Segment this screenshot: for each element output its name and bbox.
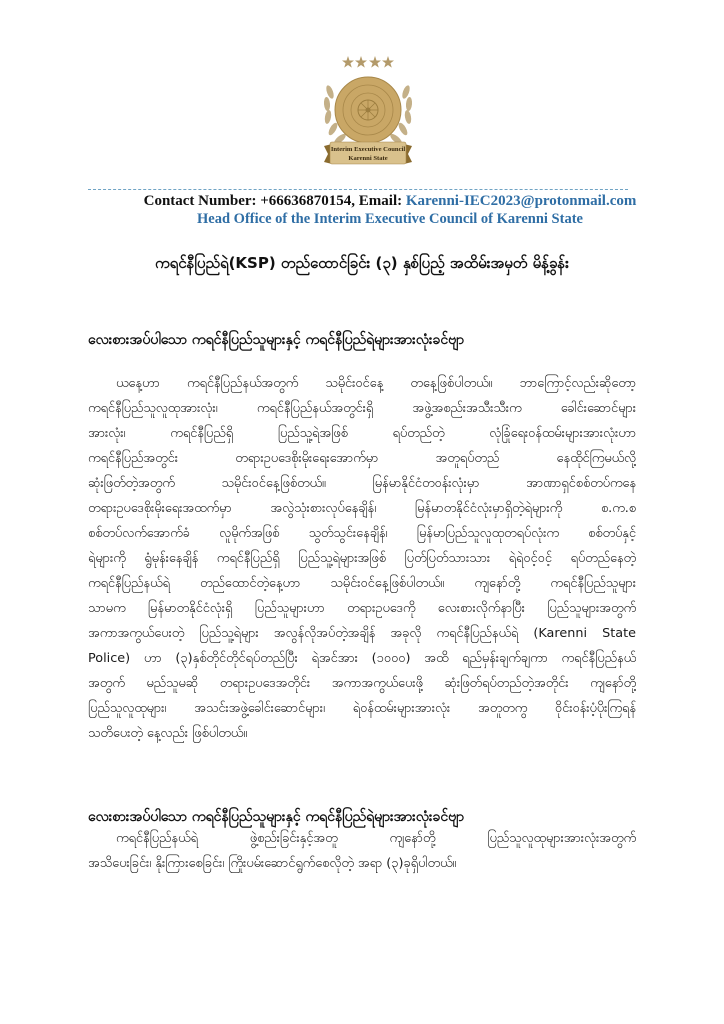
council-emblem-logo bbox=[318, 52, 418, 172]
salutation-heading-1: လေးစားအပ်ပါသော ကရင်နီပြည်သူများနှင့် ကရင်နီပြည်ရဲများအားလုံးခင်ဗျာ bbox=[88, 332, 465, 348]
paragraph-line: အားလုံး၊ ကရင်နီပြည်ရှိ ပြည်သူ့ရဲအဖြစ် ရပ်တည်တဲ့ လုံခြုံရေးဝန်ထမ်းများအားလုံးဟာ bbox=[88, 426, 636, 441]
paragraph-line: ဆုံးဖြတ်တဲ့အတွက် သမိုင်းဝင်နေ့ဖြစ်တယ်။ မြန်မာနိုင်ငံတဝန်းလုံးမှာ အာဏာရှင်စစ်တပ်ကနေ bbox=[88, 476, 636, 491]
paragraph-line: ယနေ့ဟာ ကရင်နီပြည်နယ်အတွက် သမိုင်းဝင်နေ့ တနေ့ဖြစ်ပါတယ်။ ဘာကြောင့်လည်းဆိုတော့ bbox=[116, 376, 636, 391]
paragraph-1 bbox=[88, 371, 636, 746]
svg-text:Karenni State: Karenni State bbox=[348, 155, 388, 162]
paragraph-line: တရားဥပဒေစိုးမိုးရေးအထက်မှာ အလွဲသုံးစားလုပ်နေချိန်၊ မြန်မာတနိုင်ငံလုံးမှာရှိတဲ့ရဲများကို စ.က.စ bbox=[88, 501, 636, 516]
paragraph-line: စစ်တပ်လက်အောက်ခံ လူမိုက်အဖြစ် သွတ်သွင်းနေချိန်၊ မြန်မာပြည်သူလူထုတရပ်လုံးက စစ်တပ်နှင့် bbox=[88, 526, 636, 541]
email-link[interactable]: Karenni-IEC2023@protonmail.com bbox=[405, 193, 637, 209]
document-title: ကရင်နီပြည်ရဲ(KSP) တည်ထောင်ခြင်း (၃) နှစ်ပြည့် အထိမ်းအမှတ် မိန့်ခွန်း bbox=[155, 254, 569, 272]
svg-text:Interim Executive Council: Interim Executive Council bbox=[330, 146, 406, 153]
paragraph-line: ကရင်နီပြည်သူလူထုအားလုံး၊ ကရင်နီပြည်နယ်အတွင်းရှိ အဖွဲ့အစည်းအသီးသီးက ခေါင်းဆောင်များ bbox=[88, 401, 636, 416]
paragraph-line: သတိပေးတဲ့ နေ့လည်း ဖြစ်ပါတယ်။ bbox=[88, 726, 248, 741]
paragraph-line: ရဲများကို ရွံမုန်းနေချိန် ကရင်နီပြည်ရှိ ပြည်သူ့ရဲများအဖြစ် ပြတ်ပြတ်သားသား ရဲရဲဝင့်ဝင့် ရပ်တည်နေတဲ့ bbox=[88, 551, 636, 566]
paragraph-line: အသိပေးခြင်း၊ နိုးကြားစေခြင်း၊ ကြိုးပမ်းဆောင်ရွက်စေလိုတဲ့ အရာ (၃)ခုရှိပါတယ်။ bbox=[88, 856, 457, 871]
paragraph-line: ကရင်နီပြည်နယ်ရဲ တည်ထောင်တဲ့နေ့ဟာ သမိုင်းဝင်နေ့ဖြစ်ပါတယ်။ ကျနော်တို့ ကရင်နီပြည်သူများ bbox=[88, 576, 636, 591]
header-divider bbox=[88, 189, 628, 190]
salutation-heading-2: လေးစားအပ်ပါသော ကရင်နီပြည်သူများနှင့် ကရင်နီပြည်ရဲများအားလုံးခင်ဗျာ bbox=[88, 809, 465, 825]
emblem-icon bbox=[318, 52, 418, 172]
contact-line bbox=[0, 193, 724, 210]
paragraph-line: Police) ဟာ (၃)နှစ်တိုင်တိုင်ရပ်တည်ပြီး ရဲအင်အား (၁၀၀၀) အထိ ရည်မှန်းချက်ချကာ ကရင်နီပြည်နယ် bbox=[88, 651, 636, 666]
contact-label: Contact Number: +66636870154, Email: bbox=[143, 193, 406, 209]
paragraph-line: ကရင်နီပြည်နယ်ရဲ ဖွဲ့စည်းခြင်းနှင့်အတူ ကျနော်တို့ ပြည်သူလူထုများအားလုံးအတွက် bbox=[116, 831, 636, 846]
paragraph-line: သာမက မြန်မာတနိုင်ငံလုံးရှိ ပြည်သူများဟာ တရားဥပဒေကို လေးစားလိုက်နာပြီး ပြည်သူများအတွက် bbox=[88, 601, 636, 616]
paragraph-line: ကရင်နီပြည်အတွင်း တရားဥပဒေစိုးမိုးရေးအောက်မှာ အတူရပ်တည် နေထိုင်ကြမယ်လို့ bbox=[88, 451, 636, 466]
head-office-line: Head Office of the Interim Executive Council of Karenni State bbox=[197, 211, 583, 227]
stars-icon bbox=[342, 56, 394, 68]
paragraph-2 bbox=[88, 826, 636, 876]
paragraph-line: အကာအကွယ်ပေးတဲ့ ပြည်သူ့ရဲများ အလွန်လိုအပ်တဲ့အချိန် အခုလို ကရင်နီပြည်နယ်ရဲ (Karenni State bbox=[88, 626, 636, 641]
paragraph-line: အတွက် မည်သူမဆို တရားဥပဒေအတိုင်း အကာအကွယ်ပေးဖို့ ဆုံးဖြတ်ရပ်တည်တဲ့အတိုင်း ကျနော်တို့ bbox=[88, 676, 636, 691]
paragraph-line: ပြည်သူလူထုများ၊ အသင်းအဖွဲ့ခေါင်းဆောင်များ၊ ရဲဝန်ထမ်းများအားလုံး အတူတကွ ဝိုင်းဝန်းပံ့ပိုးကြရန် bbox=[88, 701, 636, 716]
